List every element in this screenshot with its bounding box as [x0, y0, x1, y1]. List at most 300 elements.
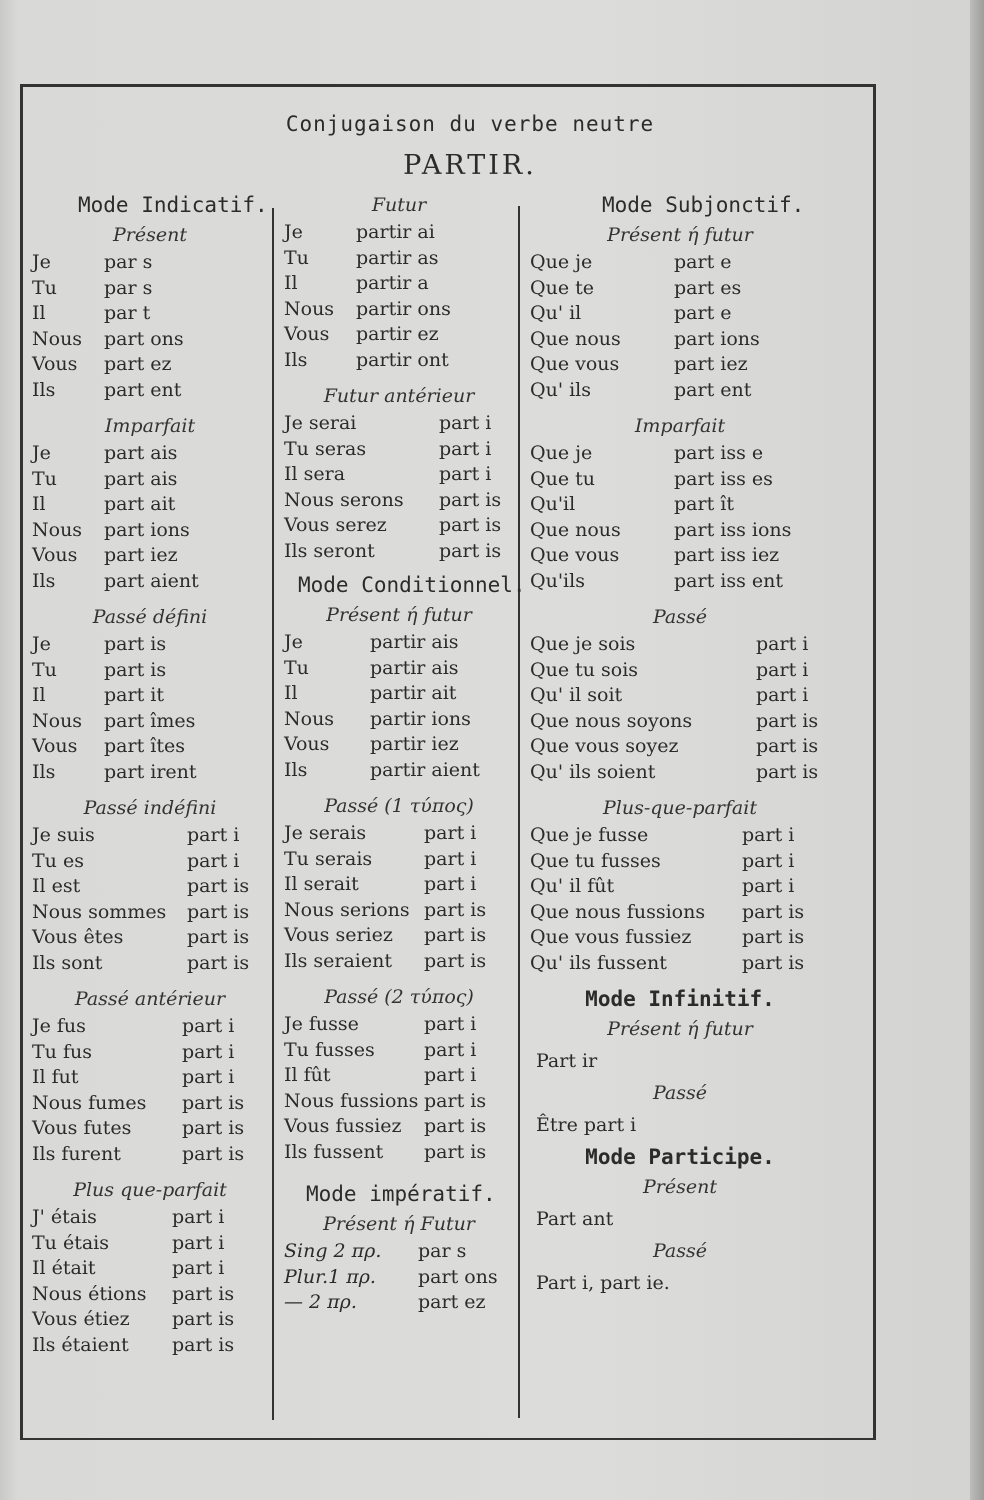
pronoun: Que tu sois	[530, 658, 639, 681]
conjugation-row	[32, 683, 268, 709]
verb-form: part ent	[104, 378, 182, 401]
pronoun: Vous futes	[32, 1117, 132, 1139]
conjugation-row	[32, 951, 268, 977]
pronoun: Qu' ils fussent	[530, 951, 667, 974]
pronoun: Que nous	[530, 327, 621, 350]
pronoun: Que je	[530, 442, 593, 464]
pronoun: Qu' il	[530, 302, 582, 324]
pronoun: Je fusse	[284, 1013, 359, 1035]
conjugation-row	[530, 518, 830, 544]
pronoun: Qu' il fût	[530, 875, 615, 897]
tense-heading: Présent	[643, 1176, 717, 1198]
conjugation-row	[530, 658, 830, 684]
conjugation-row	[32, 849, 268, 875]
conjugation-row	[530, 823, 830, 849]
verb-form: part is	[756, 735, 819, 757]
verb-form: part is	[187, 900, 250, 923]
pronoun: Que vous	[530, 353, 620, 375]
pronoun: Nous fumes	[32, 1091, 147, 1114]
verb-form: part îmes	[104, 709, 196, 732]
pronoun: Nous sommes	[32, 900, 167, 923]
verb-form: part is	[439, 514, 502, 536]
conjugation-row	[284, 411, 514, 437]
tense-heading: Plus que-parfait	[73, 1179, 227, 1201]
verb-form: part îtes	[104, 735, 185, 757]
conjugation-row	[32, 1282, 268, 1308]
conjugation-row	[284, 539, 514, 565]
conjugation-row	[530, 276, 830, 302]
pronoun: Tu seras	[284, 437, 367, 460]
column-rule-1	[272, 208, 274, 1420]
conjugation-row	[32, 276, 268, 302]
conjugation-row	[530, 734, 830, 760]
pronoun: Tu	[284, 656, 309, 679]
pronoun: Ils	[32, 569, 56, 592]
pronoun: Que nous	[530, 518, 621, 541]
verb-form: part is	[424, 949, 487, 972]
pronoun: Ils étaient	[32, 1333, 129, 1356]
pronoun: Ils	[32, 378, 56, 401]
verb-form: partir ions	[370, 707, 471, 730]
column-rule-2	[518, 206, 520, 1418]
tense-heading: Passé indéfini	[83, 797, 217, 819]
pronoun: Nous	[32, 709, 83, 732]
conjugation-row	[284, 297, 514, 323]
tense-heading: Présent ή futur	[607, 1018, 753, 1040]
verb-form: part i	[424, 1064, 477, 1086]
person: Plur.1 πρ.	[284, 1265, 376, 1288]
tense-heading: Présent ή Futur	[323, 1213, 475, 1235]
verb-form: part i	[439, 412, 492, 434]
book-spine	[970, 0, 984, 1500]
pronoun: Il était	[32, 1257, 96, 1279]
verb-form: part ons	[418, 1265, 498, 1288]
pronoun: Tu	[32, 467, 57, 490]
verb-form: part i	[172, 1206, 225, 1228]
verb-form: part is	[756, 709, 819, 732]
pronoun: Il	[284, 272, 298, 294]
conjugation-row	[284, 732, 514, 758]
conjugation-row	[32, 1256, 268, 1282]
verb-form: partir ais	[370, 631, 459, 653]
pronoun: Tu	[32, 658, 57, 681]
verb-form: part i	[439, 463, 492, 485]
conjugation-row	[284, 630, 514, 656]
pronoun: Ils	[284, 758, 308, 781]
conjugation-row	[284, 1012, 514, 1038]
pronoun: Nous serions	[284, 898, 410, 921]
verb-form: part is	[182, 1117, 245, 1139]
conjugation-row	[32, 1307, 268, 1333]
mode-heading: Mode Subjonctif.	[602, 193, 805, 217]
pronoun: Qu' ils soient	[530, 760, 656, 783]
verb-form: part is	[172, 1282, 235, 1305]
pronoun: Il fût	[284, 1064, 331, 1086]
spacer	[530, 594, 830, 602]
conjugation-row	[32, 1065, 268, 1091]
verb-form: part aient	[104, 569, 199, 592]
verb-form: partir as	[356, 246, 439, 269]
verb-form: part is	[756, 760, 819, 783]
spacer	[284, 974, 514, 982]
conjugation-row	[284, 322, 514, 348]
verb-title: PARTIR.	[403, 150, 537, 181]
verb-form: part irent	[104, 760, 197, 783]
conjugation-row	[284, 513, 514, 539]
verb-form: part i	[756, 633, 809, 655]
verb-form: part is	[742, 951, 805, 974]
verb-form: part is	[187, 951, 250, 974]
verb-form: par t	[104, 302, 151, 324]
pronoun: Il serait	[284, 873, 359, 895]
conjugation-row	[284, 220, 514, 246]
column-indicatif	[32, 190, 268, 1366]
pronoun: Nous étions	[32, 1282, 147, 1305]
conjugation-row	[284, 348, 514, 374]
verb-form: part i	[172, 1257, 225, 1279]
conjugation-row	[32, 378, 268, 404]
pronoun: Ils seront	[284, 539, 375, 562]
verb-form: part i	[424, 1038, 477, 1061]
verb-form: part is	[172, 1333, 235, 1356]
mode-heading: Mode Participe.	[585, 1145, 775, 1169]
verb-form: part is	[424, 898, 487, 921]
conjugation-row	[284, 898, 514, 924]
verb-form: part is	[424, 1115, 487, 1137]
verb-form: partir ons	[356, 297, 451, 320]
pronoun: Que te	[530, 276, 594, 299]
conjugation-row	[530, 352, 830, 378]
conjugation-row	[530, 900, 830, 926]
verb-form: part i	[424, 847, 477, 870]
verb-form: part i	[439, 437, 492, 460]
conjugation-row	[530, 874, 830, 900]
verb-form: partir ais	[370, 656, 459, 679]
conjugation-row	[32, 250, 268, 276]
tense-heading: Passé	[652, 606, 707, 628]
conjugation-row	[284, 271, 514, 297]
verb-form: part is	[742, 900, 805, 923]
conjugation-row	[32, 900, 268, 926]
tense-heading: Présent	[113, 224, 187, 246]
pronoun: Nous serons	[284, 488, 404, 511]
mode-heading: Mode impératif.	[306, 1182, 496, 1206]
verb-form: part iez	[104, 544, 178, 566]
conjugation-row	[530, 683, 830, 709]
conjugation-row	[530, 760, 830, 786]
conjugation-row	[32, 823, 268, 849]
verb-form: part iss es	[674, 467, 773, 490]
verb-form: part is	[104, 633, 167, 655]
pronoun: Je	[32, 633, 51, 655]
verb-form: part is	[439, 539, 502, 562]
tense-heading: Passé	[652, 1082, 707, 1104]
conjugation-row	[32, 1014, 268, 1040]
person: — 2 πρ.	[284, 1291, 357, 1313]
pronoun: Vous	[32, 735, 78, 757]
verb-form: part is	[187, 926, 250, 948]
conjugation-row	[32, 492, 268, 518]
conjugation-row	[530, 467, 830, 493]
verb-form: part i	[742, 824, 795, 846]
pronoun: Nous	[284, 707, 335, 730]
pronoun: Je	[284, 631, 303, 653]
conjugation-row	[530, 492, 830, 518]
conjugation-row	[32, 352, 268, 378]
verb-form: part i	[172, 1231, 225, 1254]
conjugation-row	[284, 1265, 514, 1291]
pronoun: Vous étiez	[32, 1308, 130, 1330]
conjugation-row	[284, 1063, 514, 1089]
pronoun: Qu'ils	[530, 569, 585, 592]
conjugation-row	[530, 301, 830, 327]
tense-heading: Présent ή futur	[326, 604, 472, 626]
verb-form: part is	[424, 1089, 487, 1112]
verb-form: part iss iez	[674, 544, 780, 566]
pronoun: Je	[32, 251, 51, 273]
conjugation-row	[32, 569, 268, 595]
verb-form: part ions	[674, 327, 760, 350]
verb-form: Être part i	[536, 1114, 637, 1136]
conjugation-row	[284, 847, 514, 873]
verb-form: Part i, part ie.	[536, 1272, 670, 1294]
verb-form: part ions	[104, 518, 190, 541]
pronoun: Qu' il soit	[530, 684, 623, 706]
conjugation-row	[32, 1333, 268, 1359]
page-title: Conjugaison du verbe neutre	[285, 112, 655, 136]
verb-form: par s	[418, 1240, 467, 1262]
mode-heading: Mode Indicatif.	[78, 193, 268, 217]
verb-form: part i	[187, 824, 240, 846]
verb-form: par s	[104, 276, 153, 299]
tense-heading: Passé défini	[92, 606, 208, 628]
conjugation-row	[284, 1239, 514, 1265]
conjugation-row	[284, 1038, 514, 1064]
pronoun: Que vous fussiez	[530, 926, 692, 948]
verb-form: part i	[182, 1040, 235, 1063]
tense-heading: Imparfait	[104, 415, 196, 437]
pronoun: Vous	[284, 733, 330, 755]
verb-form: part is	[439, 488, 502, 511]
pronoun: Que je sois	[530, 633, 636, 655]
pronoun: Je suis	[32, 824, 95, 846]
verb-form: partir aient	[370, 758, 480, 781]
verb-form: part is	[424, 924, 487, 946]
verb-form: part iez	[674, 353, 748, 375]
pronoun: Qu' ils	[530, 378, 591, 401]
verb-form: part is	[182, 1142, 245, 1165]
pronoun: Vous	[284, 323, 330, 345]
spacer	[32, 785, 268, 793]
pronoun: Tu fus	[32, 1040, 92, 1063]
conjugation-row	[32, 467, 268, 493]
verb-form: part is	[182, 1091, 245, 1114]
pronoun: Je	[32, 442, 51, 464]
conjugation-row	[284, 437, 514, 463]
conjugation-row	[32, 874, 268, 900]
spacer	[530, 976, 830, 984]
verb-form: part e	[674, 302, 732, 324]
conjugation-row	[32, 734, 268, 760]
pronoun: Il est	[32, 875, 81, 897]
pronoun: Vous	[32, 353, 78, 375]
conjugation-row	[530, 250, 830, 276]
conjugation-row	[32, 760, 268, 786]
spacer	[530, 403, 830, 411]
verb-form: Part ant	[536, 1208, 614, 1230]
conjugation-row	[32, 1142, 268, 1168]
pronoun: Il	[32, 684, 46, 706]
pronoun: Tu	[32, 276, 57, 299]
pronoun: Vous êtes	[32, 926, 124, 948]
verb-form: part i	[742, 849, 795, 872]
pronoun: Nous fussions	[284, 1089, 419, 1112]
mode-heading: Mode Conditionnel.	[298, 573, 526, 597]
pronoun: Je	[284, 221, 303, 243]
tense-heading: Passé (2 τύπος)	[324, 986, 474, 1008]
conjugation-row	[530, 849, 830, 875]
conjugation-row	[32, 1040, 268, 1066]
pronoun: Vous	[32, 544, 78, 566]
conjugation-row	[32, 709, 268, 735]
spacer	[32, 403, 268, 411]
conjugation-row	[32, 518, 268, 544]
tense-heading: Plus-que-parfait	[603, 797, 757, 819]
pronoun: Vous seriez	[284, 924, 393, 946]
spacer	[32, 976, 268, 984]
pronoun: Je serais	[284, 822, 367, 844]
spacer	[32, 594, 268, 602]
pronoun: Que vous	[530, 544, 620, 566]
pronoun: Nous	[32, 518, 83, 541]
verb-form: part ons	[104, 327, 184, 350]
verb-form: partir ai	[356, 221, 435, 243]
spacer	[284, 1165, 514, 1173]
conjugation-row	[32, 632, 268, 658]
conjugation-row	[32, 925, 268, 951]
pronoun: Que je fusse	[530, 824, 649, 846]
pronoun: Il	[32, 493, 46, 515]
verb-form: part is	[104, 658, 167, 681]
pronoun: Que nous soyons	[530, 709, 693, 732]
conjugation-row	[284, 1089, 514, 1115]
pronoun: Que nous fussions	[530, 900, 706, 923]
conjugation-row	[284, 462, 514, 488]
verb-form: part i	[182, 1015, 235, 1037]
pronoun: Vous serez	[284, 514, 387, 536]
verb-form: partir ait	[370, 682, 457, 704]
verb-form: partir ez	[356, 323, 439, 345]
verb-form: part is	[424, 1140, 487, 1163]
verb-form: part ez	[104, 353, 172, 375]
verb-form: part ent	[674, 378, 752, 401]
conjugation-row	[32, 327, 268, 353]
verb-form: part i	[187, 849, 240, 872]
pronoun: Ils seraient	[284, 949, 392, 972]
conjugation-row	[32, 1231, 268, 1257]
spacer	[32, 1167, 268, 1175]
conjugation-row	[32, 543, 268, 569]
column-subjonctif	[530, 190, 830, 1300]
tense-heading: Passé	[652, 1240, 707, 1262]
pronoun: Ils	[32, 760, 56, 783]
verb-form: part i	[742, 875, 795, 897]
pronoun: Ils furent	[32, 1142, 121, 1165]
conjugation-row	[530, 569, 830, 595]
pronoun: Il	[284, 682, 298, 704]
conjugation-row	[32, 1116, 268, 1142]
pronoun: Il fut	[32, 1066, 79, 1088]
conjugation-row	[284, 707, 514, 733]
conjugation-row	[32, 658, 268, 684]
verb-form: par s	[104, 251, 153, 273]
tense-heading: Futur antérieur	[323, 385, 475, 407]
conjugation-row	[530, 951, 830, 977]
conjugation-row	[284, 923, 514, 949]
verb-form: part ais	[104, 467, 178, 490]
mode-heading: Mode Infinitif.	[585, 987, 775, 1011]
conjugation-row	[284, 681, 514, 707]
pronoun: J' étais	[32, 1206, 97, 1228]
pronoun: Je serai	[284, 412, 357, 434]
pronoun: Nous	[32, 327, 83, 350]
spacer	[284, 783, 514, 791]
verb-form: part es	[674, 276, 742, 299]
pronoun: Ils sont	[32, 951, 103, 974]
verb-form: part ez	[418, 1291, 486, 1313]
spacer	[530, 785, 830, 793]
verb-form: part e	[674, 251, 732, 273]
person: Sing 2 πρ.	[284, 1240, 382, 1262]
verb-form: partir a	[356, 272, 429, 294]
spacer	[284, 373, 514, 381]
pronoun: Il sera	[284, 463, 346, 485]
verb-form: Part ir	[536, 1050, 598, 1072]
verb-form: part ait	[104, 493, 176, 515]
conjugation-row	[530, 441, 830, 467]
verb-form: part iss ent	[674, 569, 783, 592]
column-futur-conditionnel	[284, 190, 526, 1316]
verb-form: part ais	[104, 442, 178, 464]
pronoun: Que je	[530, 251, 593, 273]
verb-form: part is	[742, 926, 805, 948]
verb-form: part it	[104, 684, 164, 706]
verb-form: part is	[187, 875, 250, 897]
conjugation-row	[530, 925, 830, 951]
conjugation-row	[32, 441, 268, 467]
conjugation-row	[530, 543, 830, 569]
conjugation-row	[32, 301, 268, 327]
pronoun: Vous fussiez	[284, 1115, 402, 1137]
pronoun: Que tu	[530, 467, 595, 490]
verb-form: part i	[756, 684, 809, 706]
pronoun: Que tu fusses	[530, 849, 661, 872]
verb-form: part i	[182, 1066, 235, 1088]
pronoun: Que vous soyez	[530, 735, 679, 757]
pronoun: Nous	[284, 297, 335, 320]
verb-form: part i	[424, 873, 477, 895]
conjugation-row	[284, 1290, 514, 1316]
verb-form: partir iez	[370, 733, 459, 755]
pronoun: Je fus	[32, 1015, 86, 1037]
verb-form: part i	[424, 1013, 477, 1035]
pronoun: Tu serais	[284, 847, 373, 870]
verb-form: part i	[424, 822, 477, 844]
pronoun: Ils fussent	[284, 1140, 384, 1163]
conjugation-row	[530, 327, 830, 353]
pronoun: Il	[32, 302, 46, 324]
verb-form: partir ont	[356, 348, 449, 371]
